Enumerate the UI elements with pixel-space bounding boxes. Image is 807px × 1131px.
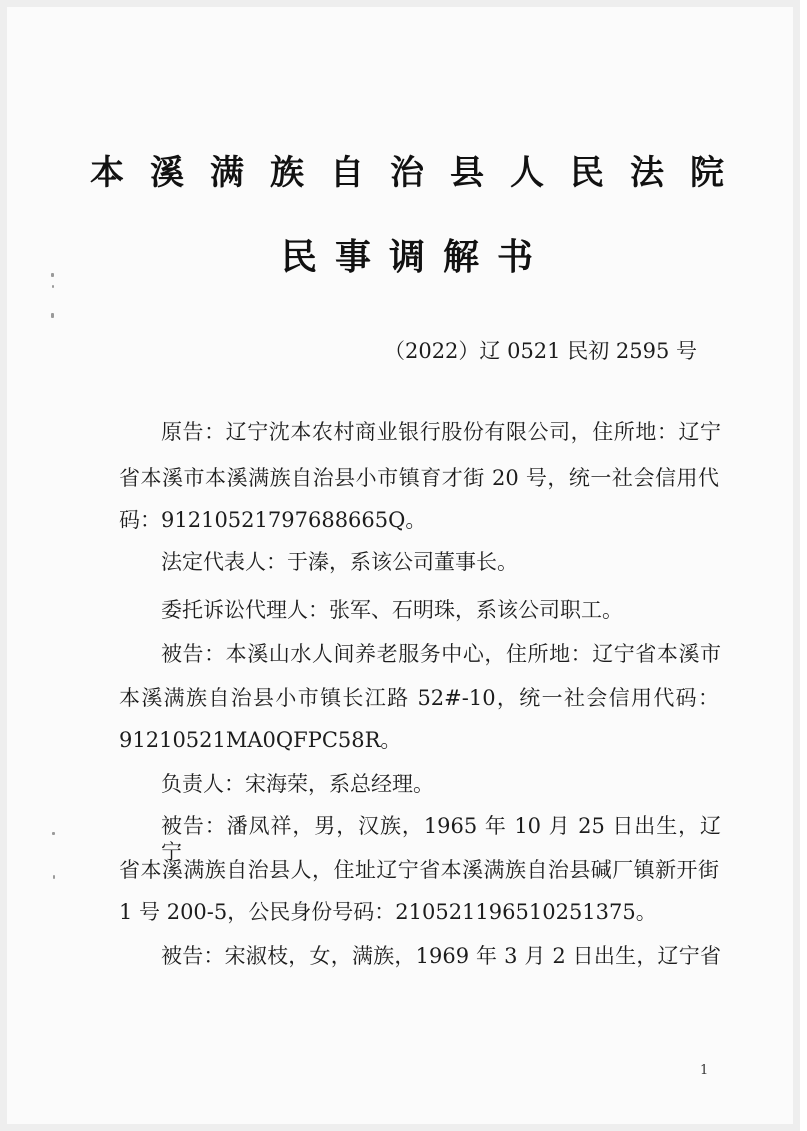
scan-speck xyxy=(53,875,55,879)
defendant1-line-3: 91210521MA0QFPC58R。 xyxy=(119,728,402,752)
scan-speck xyxy=(51,313,54,318)
agent-line: 委托诉讼代理人：张军、石明珠，系该公司职工。 xyxy=(161,598,623,622)
scan-speck xyxy=(51,273,54,277)
responsible-person-line: 负责人：宋海荣，系总经理。 xyxy=(161,772,434,796)
legal-representative-line: 法定代表人：于溱，系该公司董事长。 xyxy=(161,550,518,574)
page-number: 1 xyxy=(700,1063,709,1078)
scan-speck xyxy=(52,832,55,835)
document-type-title: 民事调解书 xyxy=(280,237,551,278)
defendant2-line-1: 被告：潘凤祥，男，汉族，1965 年 10 月 25 日出生，辽宁 xyxy=(161,814,721,864)
plaintiff-line-3: 码：91210521797688665Q。 xyxy=(119,508,427,532)
plaintiff-line-1: 原告：辽宁沈本农村商业银行股份有限公司，住所地：辽宁 xyxy=(161,420,721,444)
defendant2-line-3: 1 号 200-5，公民身份号码：210521196510251375。 xyxy=(119,900,657,924)
defendant2-line-2: 省本溪满族自治县人，住址辽宁省本溪满族自治县碱厂镇新开街 xyxy=(119,858,719,882)
plaintiff-line-2: 省本溪市本溪满族自治县小市镇育才街 20 号，统一社会信用代 xyxy=(119,466,719,490)
court-name-title: 本溪满族自治县人民法院 xyxy=(90,153,750,193)
defendant3-line-1: 被告：宋淑枝，女，满族，1969 年 3 月 2 日出生，辽宁省 xyxy=(161,944,721,968)
scan-speck xyxy=(52,285,54,288)
case-number: （2022）辽 0521 民初 2595 号 xyxy=(383,339,697,363)
defendant1-line-2: 本溪满族自治县小市镇长江路 52#-10，统一社会信用代码： xyxy=(119,686,719,710)
defendant1-line-1: 被告：本溪山水人间养老服务中心，住所地：辽宁省本溪市 xyxy=(161,642,721,666)
